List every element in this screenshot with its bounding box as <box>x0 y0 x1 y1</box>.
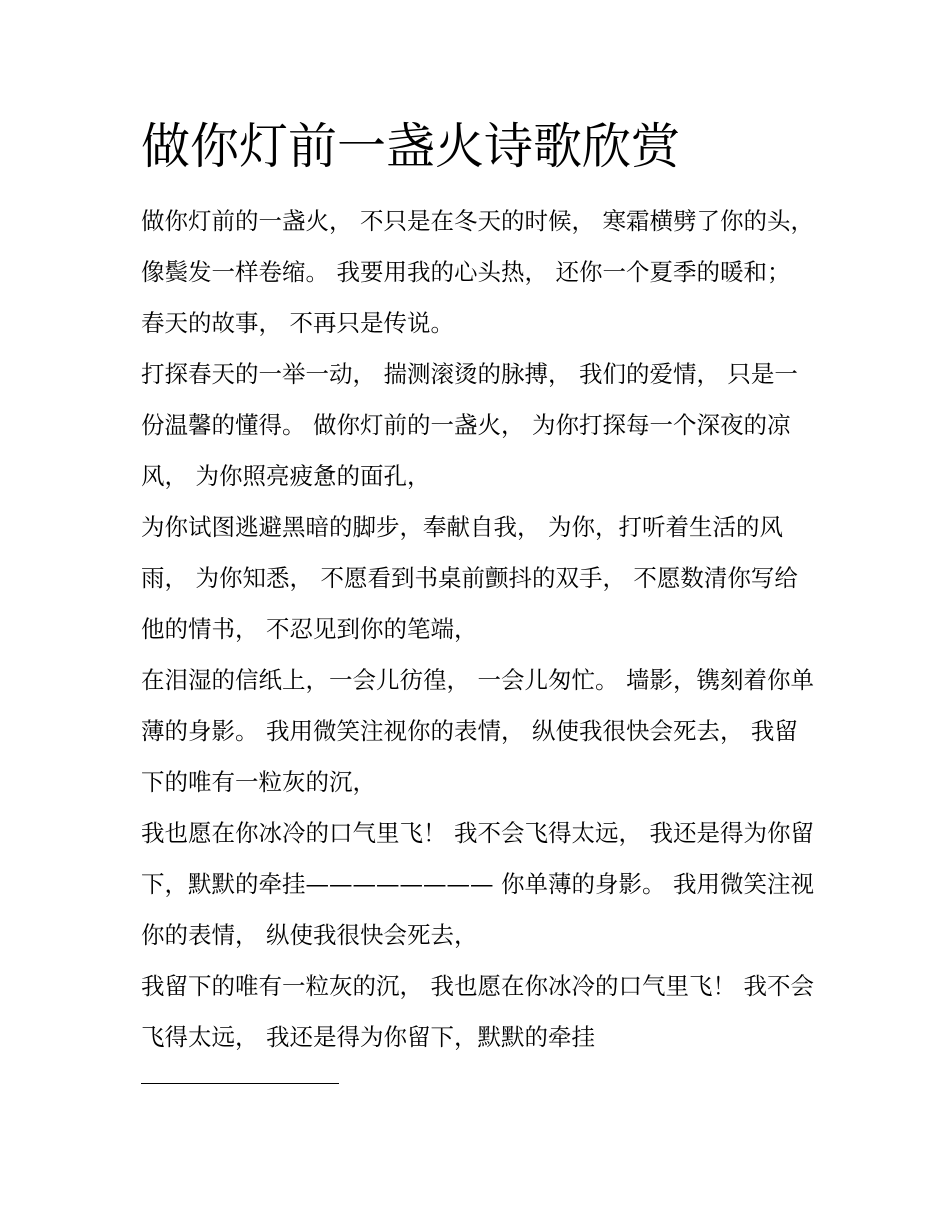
document-body <box>141 196 821 1063</box>
paragraph-2: 打探春天的一举一动， 揣测滚烫的脉搏， 我们的爱情， 只是一份温馨的懂得。 做你灯前的一盏火， 为你打探每一个深夜的凉风， 为你照亮疲惫的面孔， <box>141 360 798 490</box>
paragraph-6: 我留下的唯有一粒灰的沉， 我也愿在你冰冷的口气里飞！ 我不会飞得太远， 我还是得为你留下，默默的牵挂 <box>141 972 814 1051</box>
paragraph-5: 我也愿在你冰冷的口气里飞！ 我不会飞得太远， 我还是得为你留下，默默的牵挂———————— 你单薄的身影。 我用微笑注视你的表情， 纵使我很快会死去， <box>141 819 814 949</box>
paragraph-3: 为你试图逃避黑暗的脚步，奉献自我， 为你，打听着生活的风雨， 为你知悉， 不愿看到书桌前颤抖的双手， 不愿数清你写给他的情书， 不忍见到你的笔端， <box>141 513 798 643</box>
paragraph-4: 在泪湿的信纸上，一会儿彷徨， 一会儿匆忙。 墙影，镌刻着你单薄的身影。 我用微笑注视你的表情， 纵使我很快会死去， 我留下的唯有一粒灰的沉， <box>141 666 814 796</box>
footnote-divider <box>141 1083 339 1084</box>
document-title: 做你灯前一盏火诗歌欣赏 <box>141 118 681 175</box>
paragraph-1: 做你灯前的一盏火， 不只是在冬天的时候， 寒霜横劈了你的头， 像鬓发一样卷缩。 我要用我的心头热， 还你一个夏季的暖和； 春天的故事， 不再只是传说。 <box>141 207 814 337</box>
